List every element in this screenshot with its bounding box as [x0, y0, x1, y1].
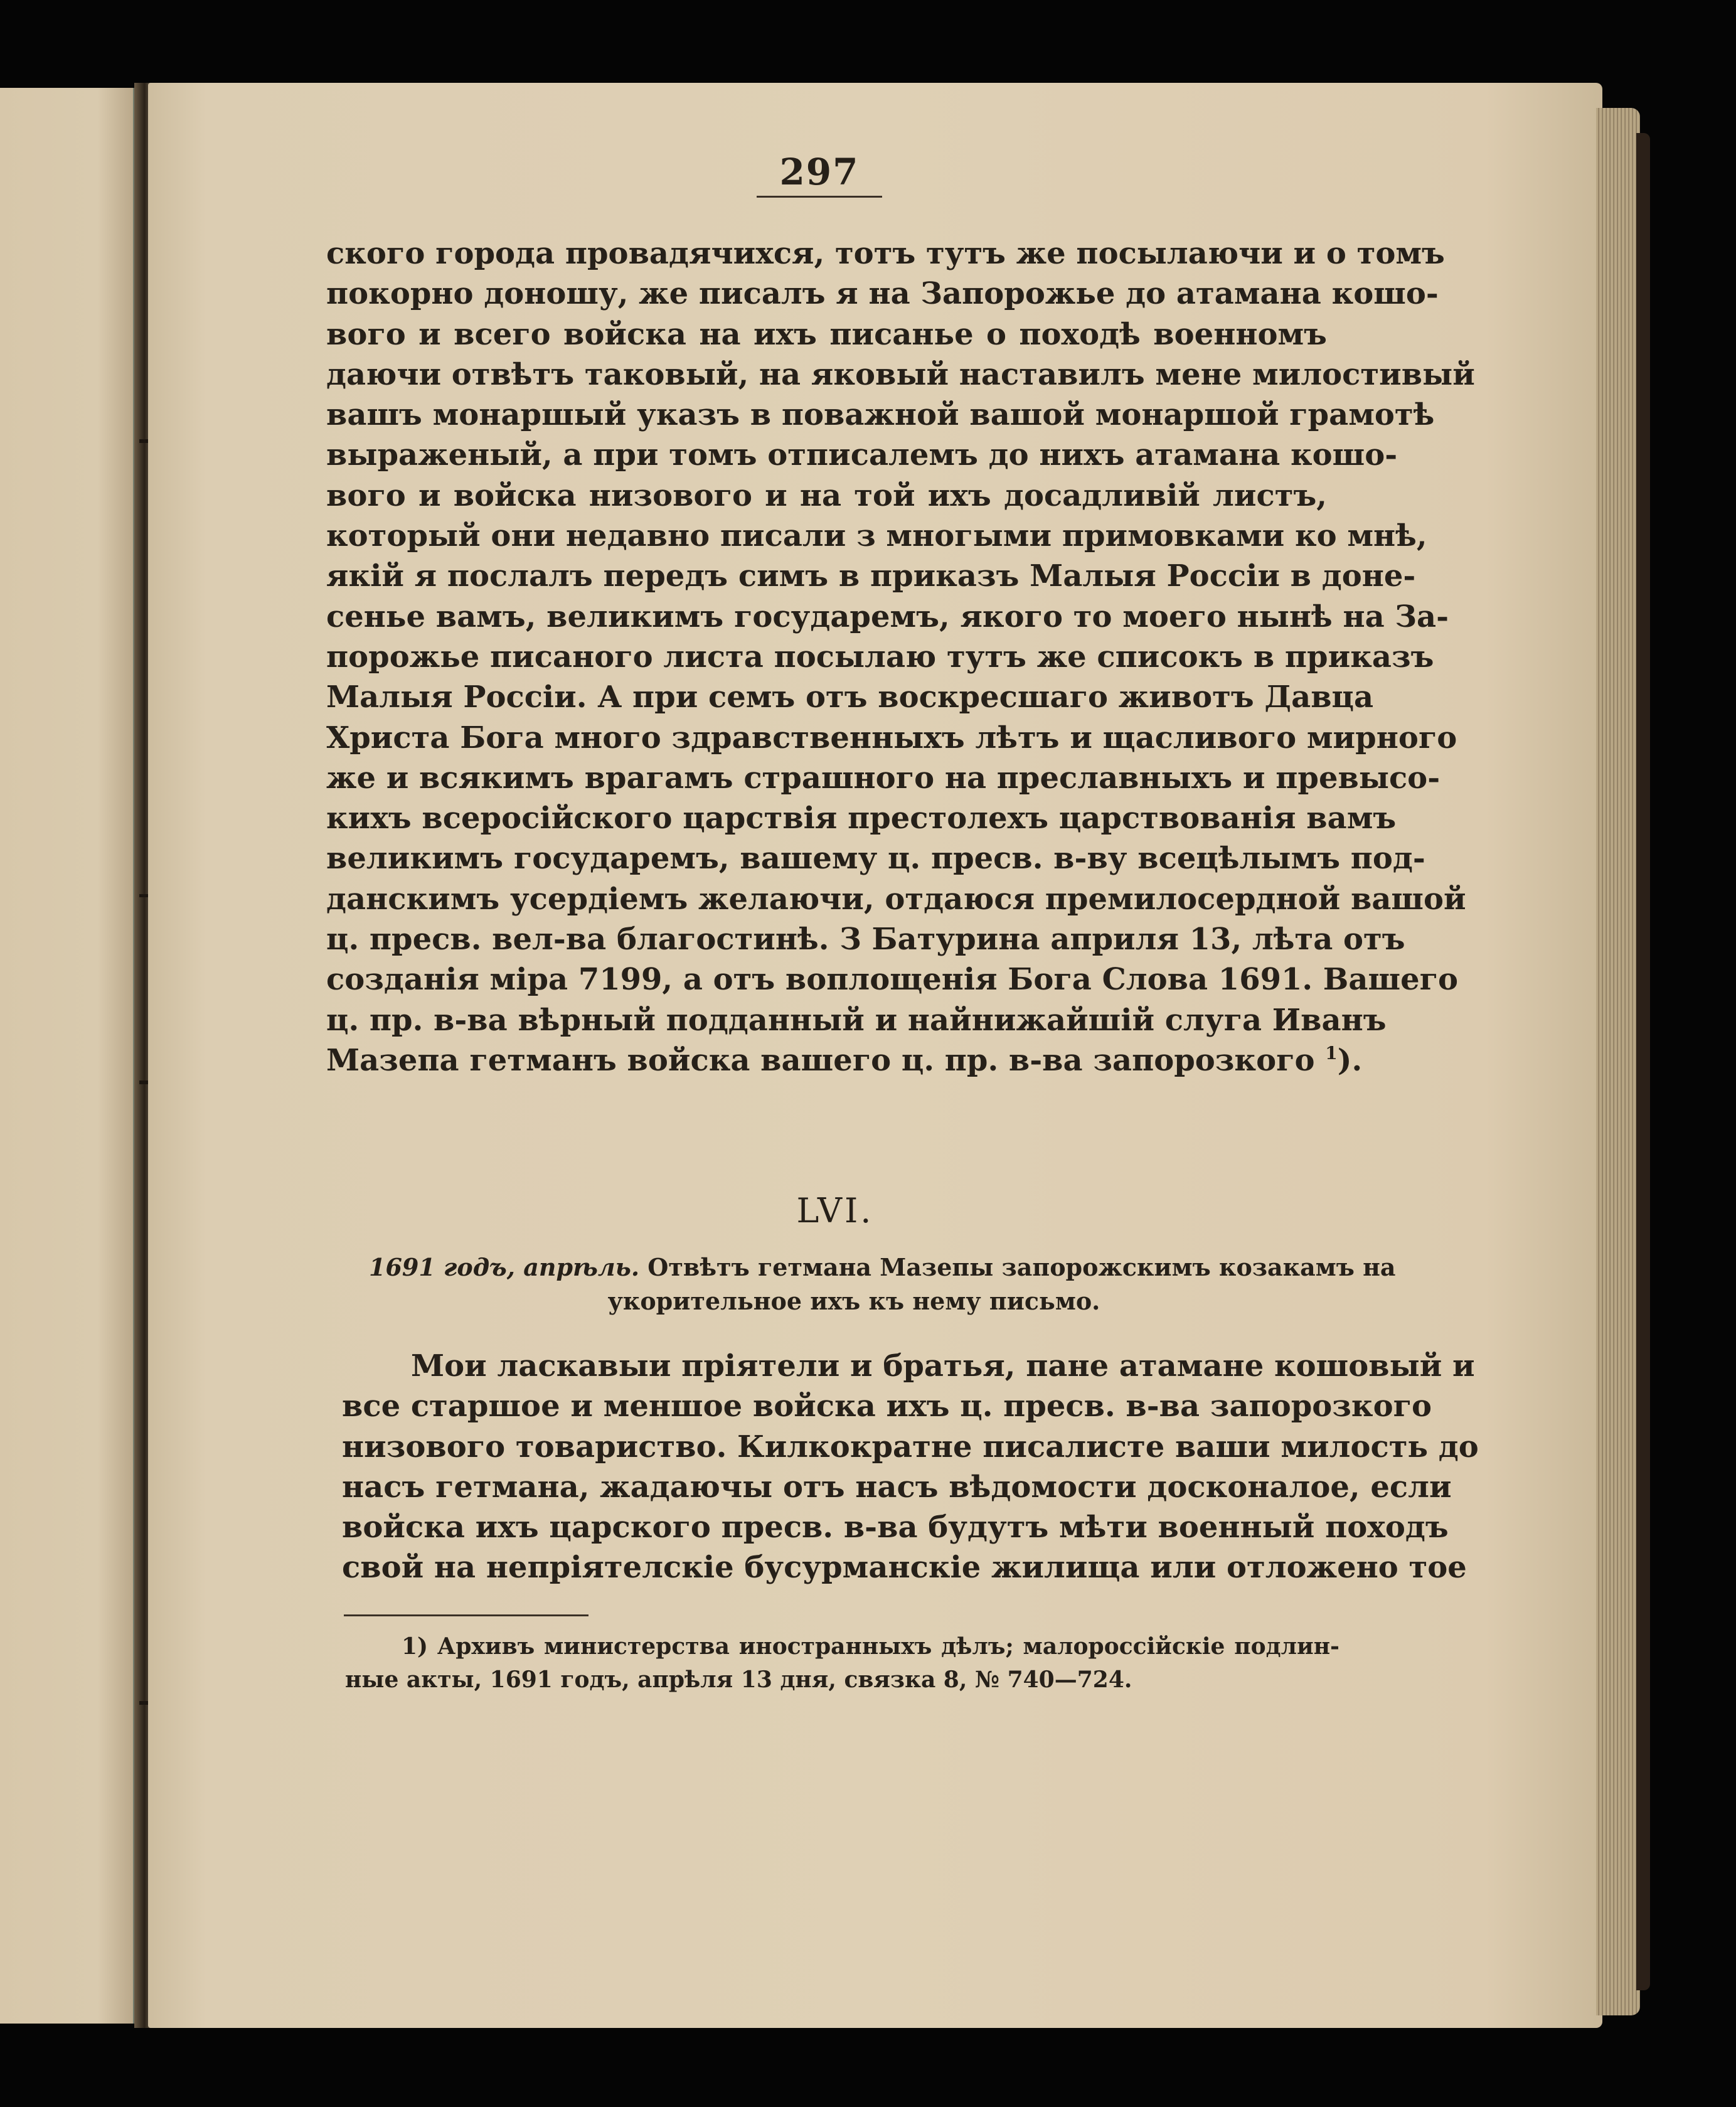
footnote-line [345, 1630, 1339, 1663]
footnote-rule [344, 1614, 588, 1616]
page-number-rule [757, 196, 882, 198]
body-line: же и всякимъ врагамъ страшного на преславныхъ и превысо- [326, 760, 1440, 796]
body-line: великимъ государемъ, вашему ц. пресв. в-ву всецѣлымъ под- [326, 841, 1425, 877]
body-line: вого и всего войска на ихъ писанье о походѣ военномъ [326, 316, 1327, 352]
letter-line: свой на непріятелскіе бусурманскіе жилища или отложено тое [342, 1550, 1467, 1586]
heading-line: укорительное ихъ къ нему письмо. [607, 1287, 1100, 1315]
letter-line: низового товариство. Килкократне писалисте ваши милость до [342, 1429, 1479, 1464]
body-line: ц. пресв. вел-ва благостинѣ. З Батурина априля 13, лѣта отъ [326, 922, 1405, 957]
heading-line [369, 1251, 1396, 1284]
body-line: созданія міра 7199, а отъ воплощенія Бога Слова 1691. Вашего [326, 962, 1459, 998]
left-page-edge [0, 88, 139, 2024]
letter-line: насъ гетмана, жадаючы отъ насъ вѣдомости досконалое, если [342, 1469, 1452, 1505]
body-line: ского города провадячихся, тотъ тутъ же посылаючи и о томъ [326, 236, 1445, 271]
footnote [345, 1630, 1339, 1697]
body-last-line [326, 1040, 1363, 1080]
body-line: выраженый, а при томъ отписалемъ до нихъ атамана кошо- [326, 437, 1398, 473]
body-text [326, 233, 1475, 1080]
footnote-reference: 1 [1325, 1042, 1338, 1064]
footnote-line: ные акты, 1691 годъ, апрѣля 13 дня, связка 8, № 740—724. [345, 1667, 1132, 1693]
heading-date: 1691 годъ, апрѣль. [369, 1253, 640, 1281]
section-title: LVI. [796, 1191, 874, 1230]
body-line: Христа Бога много здравственныхъ лѣтъ и щасливого мирного [326, 720, 1457, 755]
section-heading [369, 1251, 1396, 1318]
body-line: якій я послалъ передъ симъ в приказъ Малыя Россіи в доне- [326, 558, 1416, 594]
body-line: вого и войска низового и на той ихъ досадливій листъ, [326, 477, 1327, 513]
body-line: Мазепа гетманъ войска вашего ц. пр. в-ва запорозкого [326, 1042, 1315, 1078]
gutter-mark [139, 1701, 148, 1705]
letter-line: войска ихъ царского пресв. в-ва будутъ мѣти военный походъ [342, 1510, 1449, 1545]
gutter-mark [139, 439, 148, 443]
body-line: даючи отвѣтъ таковый, на яковый наставилъ мене милостивый [326, 356, 1475, 392]
gutter-mark [139, 894, 148, 897]
body-line: Малыя Россіи. А при семъ отъ воскресшаго животъ Давца [326, 680, 1374, 715]
footnote-text: Архивъ министерства иностранныхъ дѣлъ; малороссійскіе подлин- [437, 1633, 1339, 1660]
page-block-edges [1596, 108, 1640, 2015]
letter-line: Мои ласкавыи пріятели и братья, пане атамане кошовый и [411, 1348, 1475, 1384]
page-number: 297 [779, 151, 860, 193]
body-line: порожье писаного листа посылаю тутъ же списокъ в приказъ [326, 639, 1434, 675]
body-line: данскимъ усердіемъ желаючи, отдаюся премилосердной вашой [326, 881, 1466, 917]
letter-line: все старшое и меншое войска ихъ ц. пресв. в-ва запорозкого [342, 1389, 1432, 1424]
gutter-mark [139, 1080, 148, 1084]
body-line: покорно доношу, же писалъ я на Запорожье до атамана кошо- [326, 276, 1439, 312]
heading-text: Отвѣтъ гетмана Мазепы запорожскимъ козакамъ на [647, 1253, 1396, 1281]
page-edge-shadow [1636, 133, 1650, 1990]
letter-text [342, 1345, 1479, 1587]
body-end-punctuation: ). [1337, 1042, 1363, 1078]
body-line: кихъ всеросійского царствія престолехъ царствованія вамъ [326, 801, 1397, 836]
body-line: ц. пр. в-ва вѣрный подданный и найнижайшій слуга Иванъ [326, 1002, 1387, 1038]
body-line: сенье вамъ, великимъ государемъ, якого то моего нынѣ на За- [326, 599, 1449, 634]
body-line: который они недавно писали з многыми примовками ко мнѣ, [326, 518, 1427, 554]
body-line: вашъ монаршый указъ в поважной вашой монаршой грамотѣ [326, 397, 1435, 433]
footnote-marker: 1) [402, 1633, 429, 1660]
